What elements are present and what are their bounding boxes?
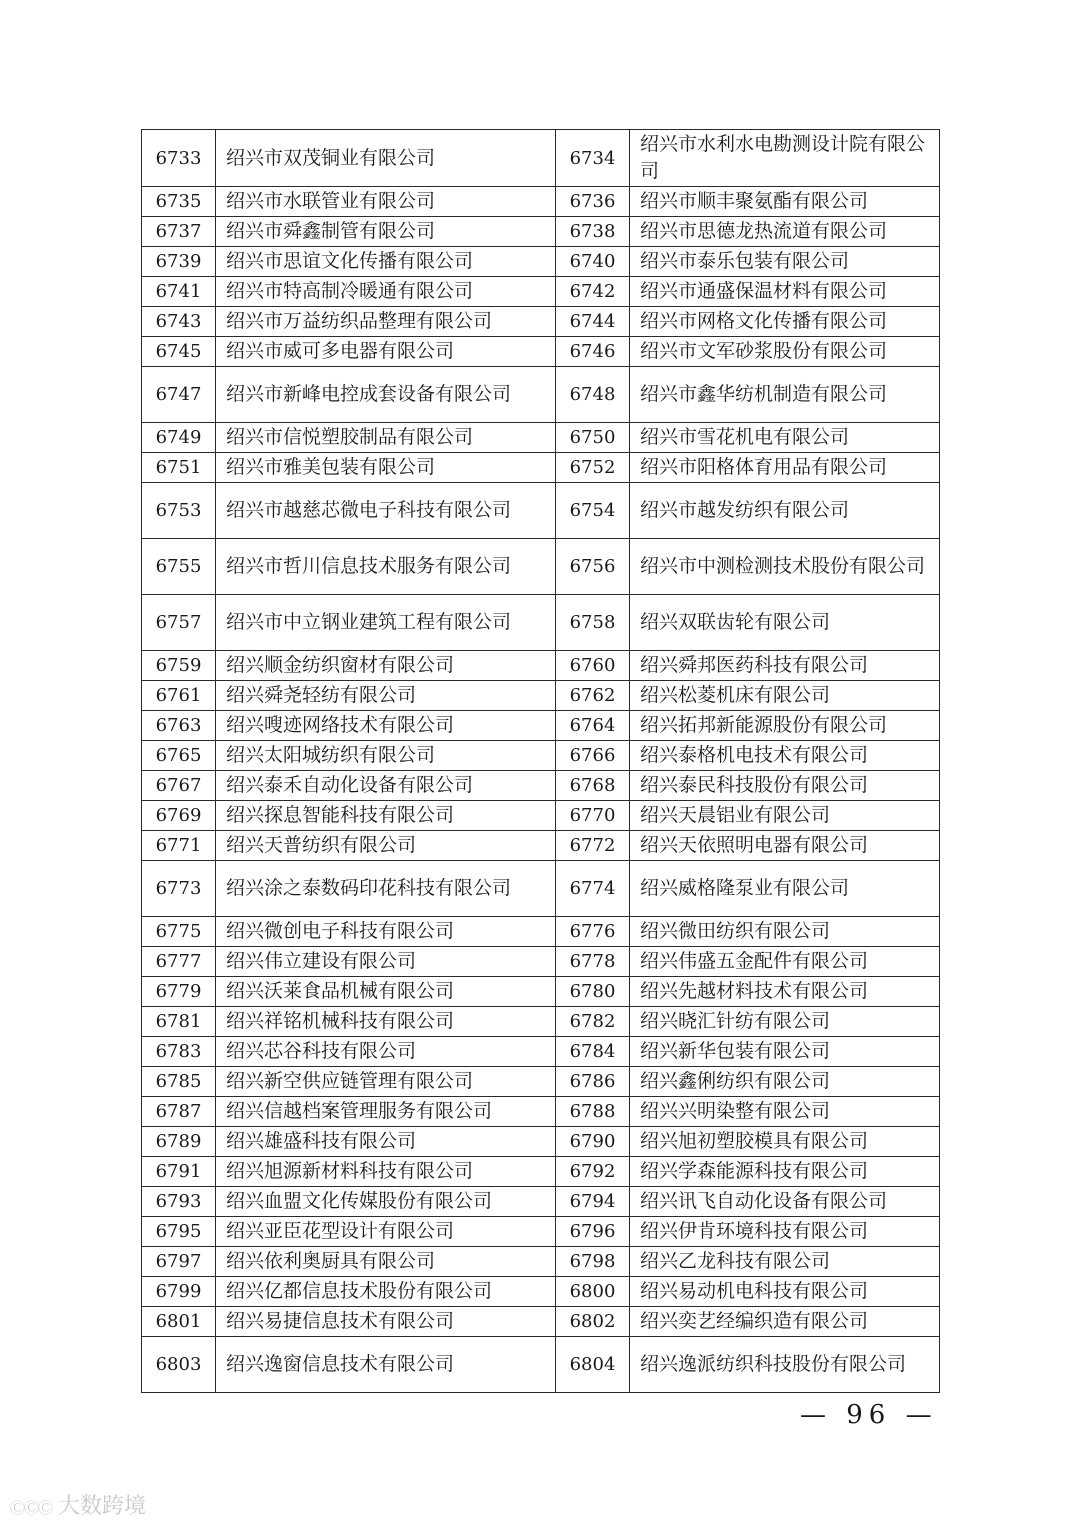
table-row xyxy=(142,771,940,801)
company-name: 绍兴伟盛五金配件有限公司 xyxy=(630,947,940,977)
entry-number: 6771 xyxy=(142,831,216,861)
entry-number: 6769 xyxy=(142,801,216,831)
table-row xyxy=(142,681,940,711)
entry-number: 6800 xyxy=(556,1277,630,1307)
company-name: 绍兴血盟文化传媒股份有限公司 xyxy=(216,1187,556,1217)
entry-number: 6764 xyxy=(556,711,630,741)
entry-number: 6796 xyxy=(556,1217,630,1247)
entry-number: 6782 xyxy=(556,1007,630,1037)
company-name: 绍兴依利奥厨具有限公司 xyxy=(216,1247,556,1277)
table-row xyxy=(142,367,940,423)
table-row xyxy=(142,247,940,277)
company-name: 绍兴天普纺织有限公司 xyxy=(216,831,556,861)
company-name: 绍兴易动机电科技有限公司 xyxy=(630,1277,940,1307)
entry-number: 6733 xyxy=(142,130,216,187)
entry-number: 6784 xyxy=(556,1037,630,1067)
entry-number: 6798 xyxy=(556,1247,630,1277)
entry-number: 6754 xyxy=(556,483,630,539)
table-row xyxy=(142,423,940,453)
entry-number: 6750 xyxy=(556,423,630,453)
company-name: 绍兴泰禾自动化设备有限公司 xyxy=(216,771,556,801)
company-name: 绍兴晓汇针纺有限公司 xyxy=(630,1007,940,1037)
table-row xyxy=(142,217,940,247)
entry-number: 6783 xyxy=(142,1037,216,1067)
entry-number: 6795 xyxy=(142,1217,216,1247)
table-row xyxy=(142,651,940,681)
entry-number: 6742 xyxy=(556,277,630,307)
company-name: 绍兴市网格文化传播有限公司 xyxy=(630,307,940,337)
company-name: 绍兴乙龙科技有限公司 xyxy=(630,1247,940,1277)
entry-number: 6741 xyxy=(142,277,216,307)
entry-number: 6774 xyxy=(556,861,630,917)
table-row xyxy=(142,1187,940,1217)
entry-number: 6779 xyxy=(142,977,216,1007)
entry-number: 6762 xyxy=(556,681,630,711)
entry-number: 6770 xyxy=(556,801,630,831)
entry-number: 6737 xyxy=(142,217,216,247)
company-name: 绍兴市哲川信息技术服务有限公司 xyxy=(216,539,556,595)
company-name: 绍兴市通盛保温材料有限公司 xyxy=(630,277,940,307)
entry-number: 6753 xyxy=(142,483,216,539)
table-row xyxy=(142,595,940,651)
entry-number: 6792 xyxy=(556,1157,630,1187)
company-name: 绍兴市鑫华纺机制造有限公司 xyxy=(630,367,940,423)
entry-number: 6747 xyxy=(142,367,216,423)
entry-number: 6790 xyxy=(556,1127,630,1157)
company-name: 绍兴信越档案管理服务有限公司 xyxy=(216,1097,556,1127)
company-name: 绍兴伊肯环境科技有限公司 xyxy=(630,1217,940,1247)
company-name: 绍兴学森能源科技有限公司 xyxy=(630,1157,940,1187)
entry-number: 6768 xyxy=(556,771,630,801)
entry-number: 6767 xyxy=(142,771,216,801)
table-row xyxy=(142,1247,940,1277)
company-name: 绍兴市越发纺织有限公司 xyxy=(630,483,940,539)
entry-number: 6804 xyxy=(556,1337,630,1393)
entry-number: 6778 xyxy=(556,947,630,977)
entry-number: 6760 xyxy=(556,651,630,681)
watermark-text: 大数跨境 xyxy=(58,1494,147,1519)
table-row xyxy=(142,801,940,831)
company-name: 绍兴伟立建设有限公司 xyxy=(216,947,556,977)
table-row xyxy=(142,831,940,861)
table-row xyxy=(142,1217,940,1247)
company-name: 绍兴讯飞自动化设备有限公司 xyxy=(630,1187,940,1217)
entry-number: 6803 xyxy=(142,1337,216,1393)
table-row xyxy=(142,130,940,187)
entry-number: 6751 xyxy=(142,453,216,483)
table-row xyxy=(142,277,940,307)
entry-number: 6793 xyxy=(142,1187,216,1217)
company-name: 绍兴市舜鑫制管有限公司 xyxy=(216,217,556,247)
entry-number: 6756 xyxy=(556,539,630,595)
table-row xyxy=(142,539,940,595)
company-name: 绍兴市雪花机电有限公司 xyxy=(630,423,940,453)
company-name: 绍兴市阳格体育用品有限公司 xyxy=(630,453,940,483)
entry-number: 6785 xyxy=(142,1067,216,1097)
entry-number: 6765 xyxy=(142,741,216,771)
company-name: 绍兴舜邦医药科技有限公司 xyxy=(630,651,940,681)
company-name: 绍兴微创电子科技有限公司 xyxy=(216,917,556,947)
company-name: 绍兴市中测检测技术股份有限公司 xyxy=(630,539,940,595)
entry-number: 6748 xyxy=(556,367,630,423)
watermark-logo-icon: ⒸⒸⒸ xyxy=(10,1499,53,1517)
entry-number: 6744 xyxy=(556,307,630,337)
company-name: 绍兴市水利水电勘测设计院有限公司 xyxy=(630,130,940,187)
company-name: 绍兴市特高制冷暖通有限公司 xyxy=(216,277,556,307)
company-name: 绍兴市思德龙热流道有限公司 xyxy=(630,217,940,247)
company-name: 绍兴市水联管业有限公司 xyxy=(216,187,556,217)
company-name: 绍兴逸派纺织科技股份有限公司 xyxy=(630,1337,940,1393)
table-row xyxy=(142,947,940,977)
entry-number: 6745 xyxy=(142,337,216,367)
entry-number: 6786 xyxy=(556,1067,630,1097)
company-name: 绍兴探息智能科技有限公司 xyxy=(216,801,556,831)
table-row xyxy=(142,861,940,917)
entry-number: 6773 xyxy=(142,861,216,917)
table-row xyxy=(142,1127,940,1157)
entry-number: 6749 xyxy=(142,423,216,453)
company-name: 绍兴市泰乐包装有限公司 xyxy=(630,247,940,277)
company-name: 绍兴拓邦新能源股份有限公司 xyxy=(630,711,940,741)
table-row xyxy=(142,1067,940,1097)
table-row xyxy=(142,741,940,771)
entry-number: 6755 xyxy=(142,539,216,595)
table-row xyxy=(142,1007,940,1037)
entry-number: 6781 xyxy=(142,1007,216,1037)
company-name: 绍兴天依照明电器有限公司 xyxy=(630,831,940,861)
company-name: 绍兴先越材料技术有限公司 xyxy=(630,977,940,1007)
company-name: 绍兴旭源新材料科技有限公司 xyxy=(216,1157,556,1187)
table-row xyxy=(142,453,940,483)
company-name: 绍兴易捷信息技术有限公司 xyxy=(216,1307,556,1337)
company-name: 绍兴市文军砂浆股份有限公司 xyxy=(630,337,940,367)
company-name: 绍兴泰格机电技术有限公司 xyxy=(630,741,940,771)
company-name: 绍兴太阳城纺织有限公司 xyxy=(216,741,556,771)
company-name: 绍兴涂之泰数码印花科技有限公司 xyxy=(216,861,556,917)
company-name: 绍兴市雅美包装有限公司 xyxy=(216,453,556,483)
company-name: 绍兴逸窗信息技术有限公司 xyxy=(216,1337,556,1393)
company-name: 绍兴旭初塑胶模具有限公司 xyxy=(630,1127,940,1157)
company-name: 绍兴新空供应链管理有限公司 xyxy=(216,1067,556,1097)
company-name: 绍兴市思谊文化传播有限公司 xyxy=(216,247,556,277)
company-name: 绍兴祥铭机械科技有限公司 xyxy=(216,1007,556,1037)
entry-number: 6735 xyxy=(142,187,216,217)
table-row xyxy=(142,307,940,337)
entry-number: 6761 xyxy=(142,681,216,711)
company-name: 绍兴嗖迹网络技术有限公司 xyxy=(216,711,556,741)
entry-number: 6799 xyxy=(142,1277,216,1307)
entry-number: 6739 xyxy=(142,247,216,277)
entry-number: 6801 xyxy=(142,1307,216,1337)
table-row xyxy=(142,1097,940,1127)
table-row xyxy=(142,1037,940,1067)
company-name: 绍兴威格隆泵业有限公司 xyxy=(630,861,940,917)
company-name: 绍兴市中立钢业建筑工程有限公司 xyxy=(216,595,556,651)
company-name: 绍兴市新峰电控成套设备有限公司 xyxy=(216,367,556,423)
company-name: 绍兴双联齿轮有限公司 xyxy=(630,595,940,651)
entry-number: 6763 xyxy=(142,711,216,741)
company-list-body xyxy=(142,130,940,1393)
company-name: 绍兴芯谷科技有限公司 xyxy=(216,1037,556,1067)
entry-number: 6780 xyxy=(556,977,630,1007)
company-name: 绍兴市威可多电器有限公司 xyxy=(216,337,556,367)
table-row xyxy=(142,1337,940,1393)
table-row xyxy=(142,483,940,539)
company-name: 绍兴顺金纺织窗材有限公司 xyxy=(216,651,556,681)
entry-number: 6802 xyxy=(556,1307,630,1337)
entry-number: 6766 xyxy=(556,741,630,771)
entry-number: 6777 xyxy=(142,947,216,977)
table-row xyxy=(142,1157,940,1187)
entry-number: 6738 xyxy=(556,217,630,247)
table-row xyxy=(142,917,940,947)
watermark xyxy=(10,1489,146,1520)
entry-number: 6752 xyxy=(556,453,630,483)
company-name: 绍兴市万益纺织品整理有限公司 xyxy=(216,307,556,337)
table-row xyxy=(142,1277,940,1307)
entry-number: 6743 xyxy=(142,307,216,337)
entry-number: 6788 xyxy=(556,1097,630,1127)
company-name: 绍兴新华包装有限公司 xyxy=(630,1037,940,1067)
entry-number: 6759 xyxy=(142,651,216,681)
entry-number: 6746 xyxy=(556,337,630,367)
entry-number: 6772 xyxy=(556,831,630,861)
entry-number: 6740 xyxy=(556,247,630,277)
entry-number: 6797 xyxy=(142,1247,216,1277)
table-row xyxy=(142,1307,940,1337)
company-name: 绍兴奕艺经编织造有限公司 xyxy=(630,1307,940,1337)
company-name: 绍兴鑫俐纺织有限公司 xyxy=(630,1067,940,1097)
entry-number: 6758 xyxy=(556,595,630,651)
company-list-table xyxy=(141,129,940,1393)
company-name: 绍兴沃莱食品机械有限公司 xyxy=(216,977,556,1007)
company-name: 绍兴雄盛科技有限公司 xyxy=(216,1127,556,1157)
entry-number: 6791 xyxy=(142,1157,216,1187)
company-name: 绍兴亿都信息技术股份有限公司 xyxy=(216,1277,556,1307)
company-name: 绍兴松菱机床有限公司 xyxy=(630,681,940,711)
company-name: 绍兴市双茂铜业有限公司 xyxy=(216,130,556,187)
company-name: 绍兴市信悦塑胶制品有限公司 xyxy=(216,423,556,453)
company-name: 绍兴亚臣花型设计有限公司 xyxy=(216,1217,556,1247)
company-name: 绍兴市顺丰聚氨酯有限公司 xyxy=(630,187,940,217)
company-name: 绍兴舜尧轻纺有限公司 xyxy=(216,681,556,711)
company-name: 绍兴微田纺织有限公司 xyxy=(630,917,940,947)
entry-number: 6787 xyxy=(142,1097,216,1127)
table-row xyxy=(142,711,940,741)
entry-number: 6794 xyxy=(556,1187,630,1217)
company-name: 绍兴兴明染整有限公司 xyxy=(630,1097,940,1127)
entry-number: 6757 xyxy=(142,595,216,651)
company-name: 绍兴市越慈芯微电子科技有限公司 xyxy=(216,483,556,539)
table-row xyxy=(142,187,940,217)
entry-number: 6775 xyxy=(142,917,216,947)
entry-number: 6789 xyxy=(142,1127,216,1157)
entry-number: 6776 xyxy=(556,917,630,947)
entry-number: 6736 xyxy=(556,187,630,217)
table-row xyxy=(142,337,940,367)
entry-number: 6734 xyxy=(556,130,630,187)
table-row xyxy=(142,977,940,1007)
company-name: 绍兴泰民科技股份有限公司 xyxy=(630,771,940,801)
page-number: — 96 — xyxy=(800,1400,938,1430)
company-name: 绍兴天晨铝业有限公司 xyxy=(630,801,940,831)
